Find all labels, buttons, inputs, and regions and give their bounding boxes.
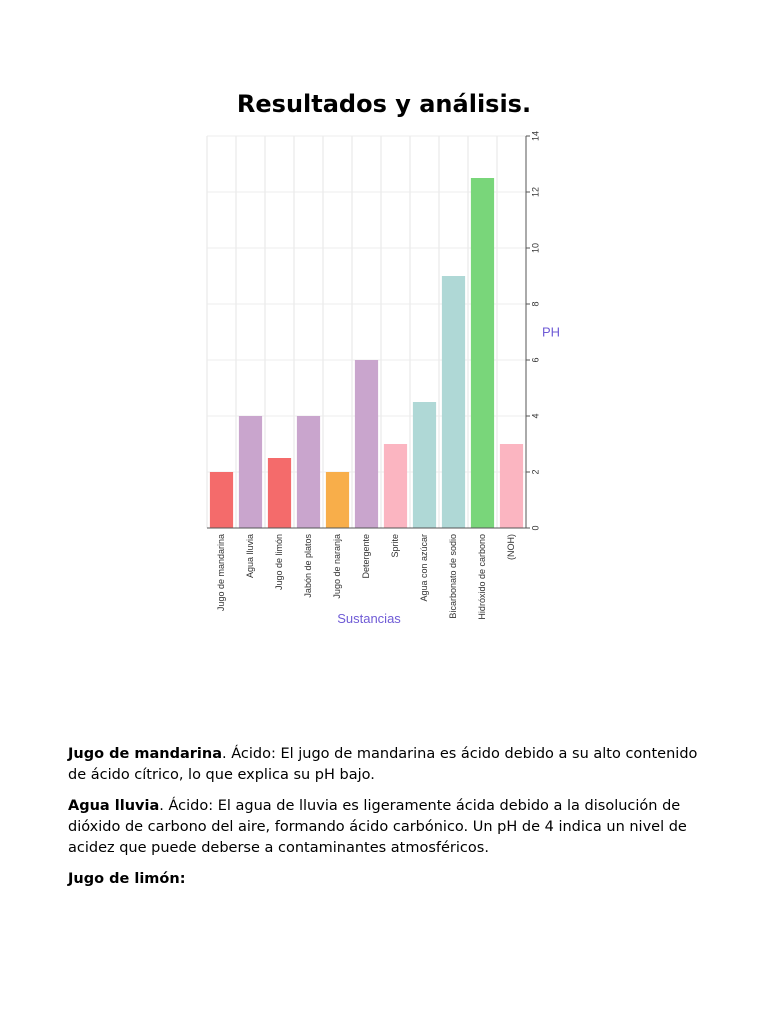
x-tick-label: Sprite: [389, 534, 400, 558]
bar-4: [297, 416, 320, 528]
analysis-text: [68, 744, 708, 900]
bar-8: [413, 402, 436, 528]
x-tick-label: Detergente: [360, 534, 371, 579]
y-tick-label: 0: [530, 525, 541, 531]
ph-bar-chart: [195, 130, 565, 635]
term-limon: Jugo de limón:: [68, 871, 186, 887]
bar-10: [471, 178, 494, 528]
text-agua-lluvia: . Ácido: El agua de lluvia es ligeramente ácida debido a la disolución de dióxido de carbono del aire, formando ácido carbónico. Un pH de 4 indica un nivel de acidez que puede deberse a contaminantes atmosféricos.: [68, 798, 687, 856]
bar-1: [210, 472, 233, 528]
bar-5: [326, 472, 349, 528]
paragraph-agua-lluvia: [68, 796, 708, 859]
y-tick-label: 8: [530, 301, 541, 307]
x-tick-label: Jugo de naranja: [331, 534, 342, 599]
x-tick-label: Jugo de mandarina: [215, 534, 226, 612]
x-tick-label: Jabón de platos: [302, 534, 313, 598]
x-tick-label: Agua lluvia: [244, 534, 255, 579]
y-tick-label: 10: [530, 242, 541, 254]
chart-svg: [195, 130, 565, 635]
bar-3: [268, 458, 291, 528]
x-tick-label: Bicarbonato de sodio: [447, 534, 458, 619]
term-mandarina: Jugo de mandarina: [68, 746, 222, 762]
x-tick-label: Agua con azúcar: [418, 534, 429, 602]
x-tick-label: Jugo de limón: [273, 534, 284, 591]
x-tick-label: (NOH): [505, 534, 516, 560]
y-axis-title: PH: [541, 324, 561, 340]
paragraph-mandarina: [68, 744, 708, 786]
bar-7: [384, 444, 407, 528]
bar-11: [500, 444, 523, 528]
paragraph-limon: [68, 869, 708, 890]
bar-9: [442, 276, 465, 528]
x-axis-title: Sustancias: [337, 611, 401, 626]
bar-2: [239, 416, 262, 528]
bar-6: [355, 360, 378, 528]
y-tick-label: 14: [530, 130, 541, 142]
y-tick-label: 4: [530, 413, 541, 419]
y-tick-label: 2: [530, 469, 541, 475]
y-tick-label: 6: [530, 357, 541, 363]
text-mandarina: . Ácido: El jugo de mandarina es ácido debido a su alto contenido de ácido cítrico, lo que explica su pH bajo.: [68, 746, 698, 783]
term-agua-lluvia: Agua lluvia: [68, 798, 160, 814]
y-tick-label: 12: [530, 186, 541, 198]
x-tick-label: Hidróxido de carbono: [476, 534, 487, 620]
page-title: Resultados y análisis.: [236, 90, 532, 118]
